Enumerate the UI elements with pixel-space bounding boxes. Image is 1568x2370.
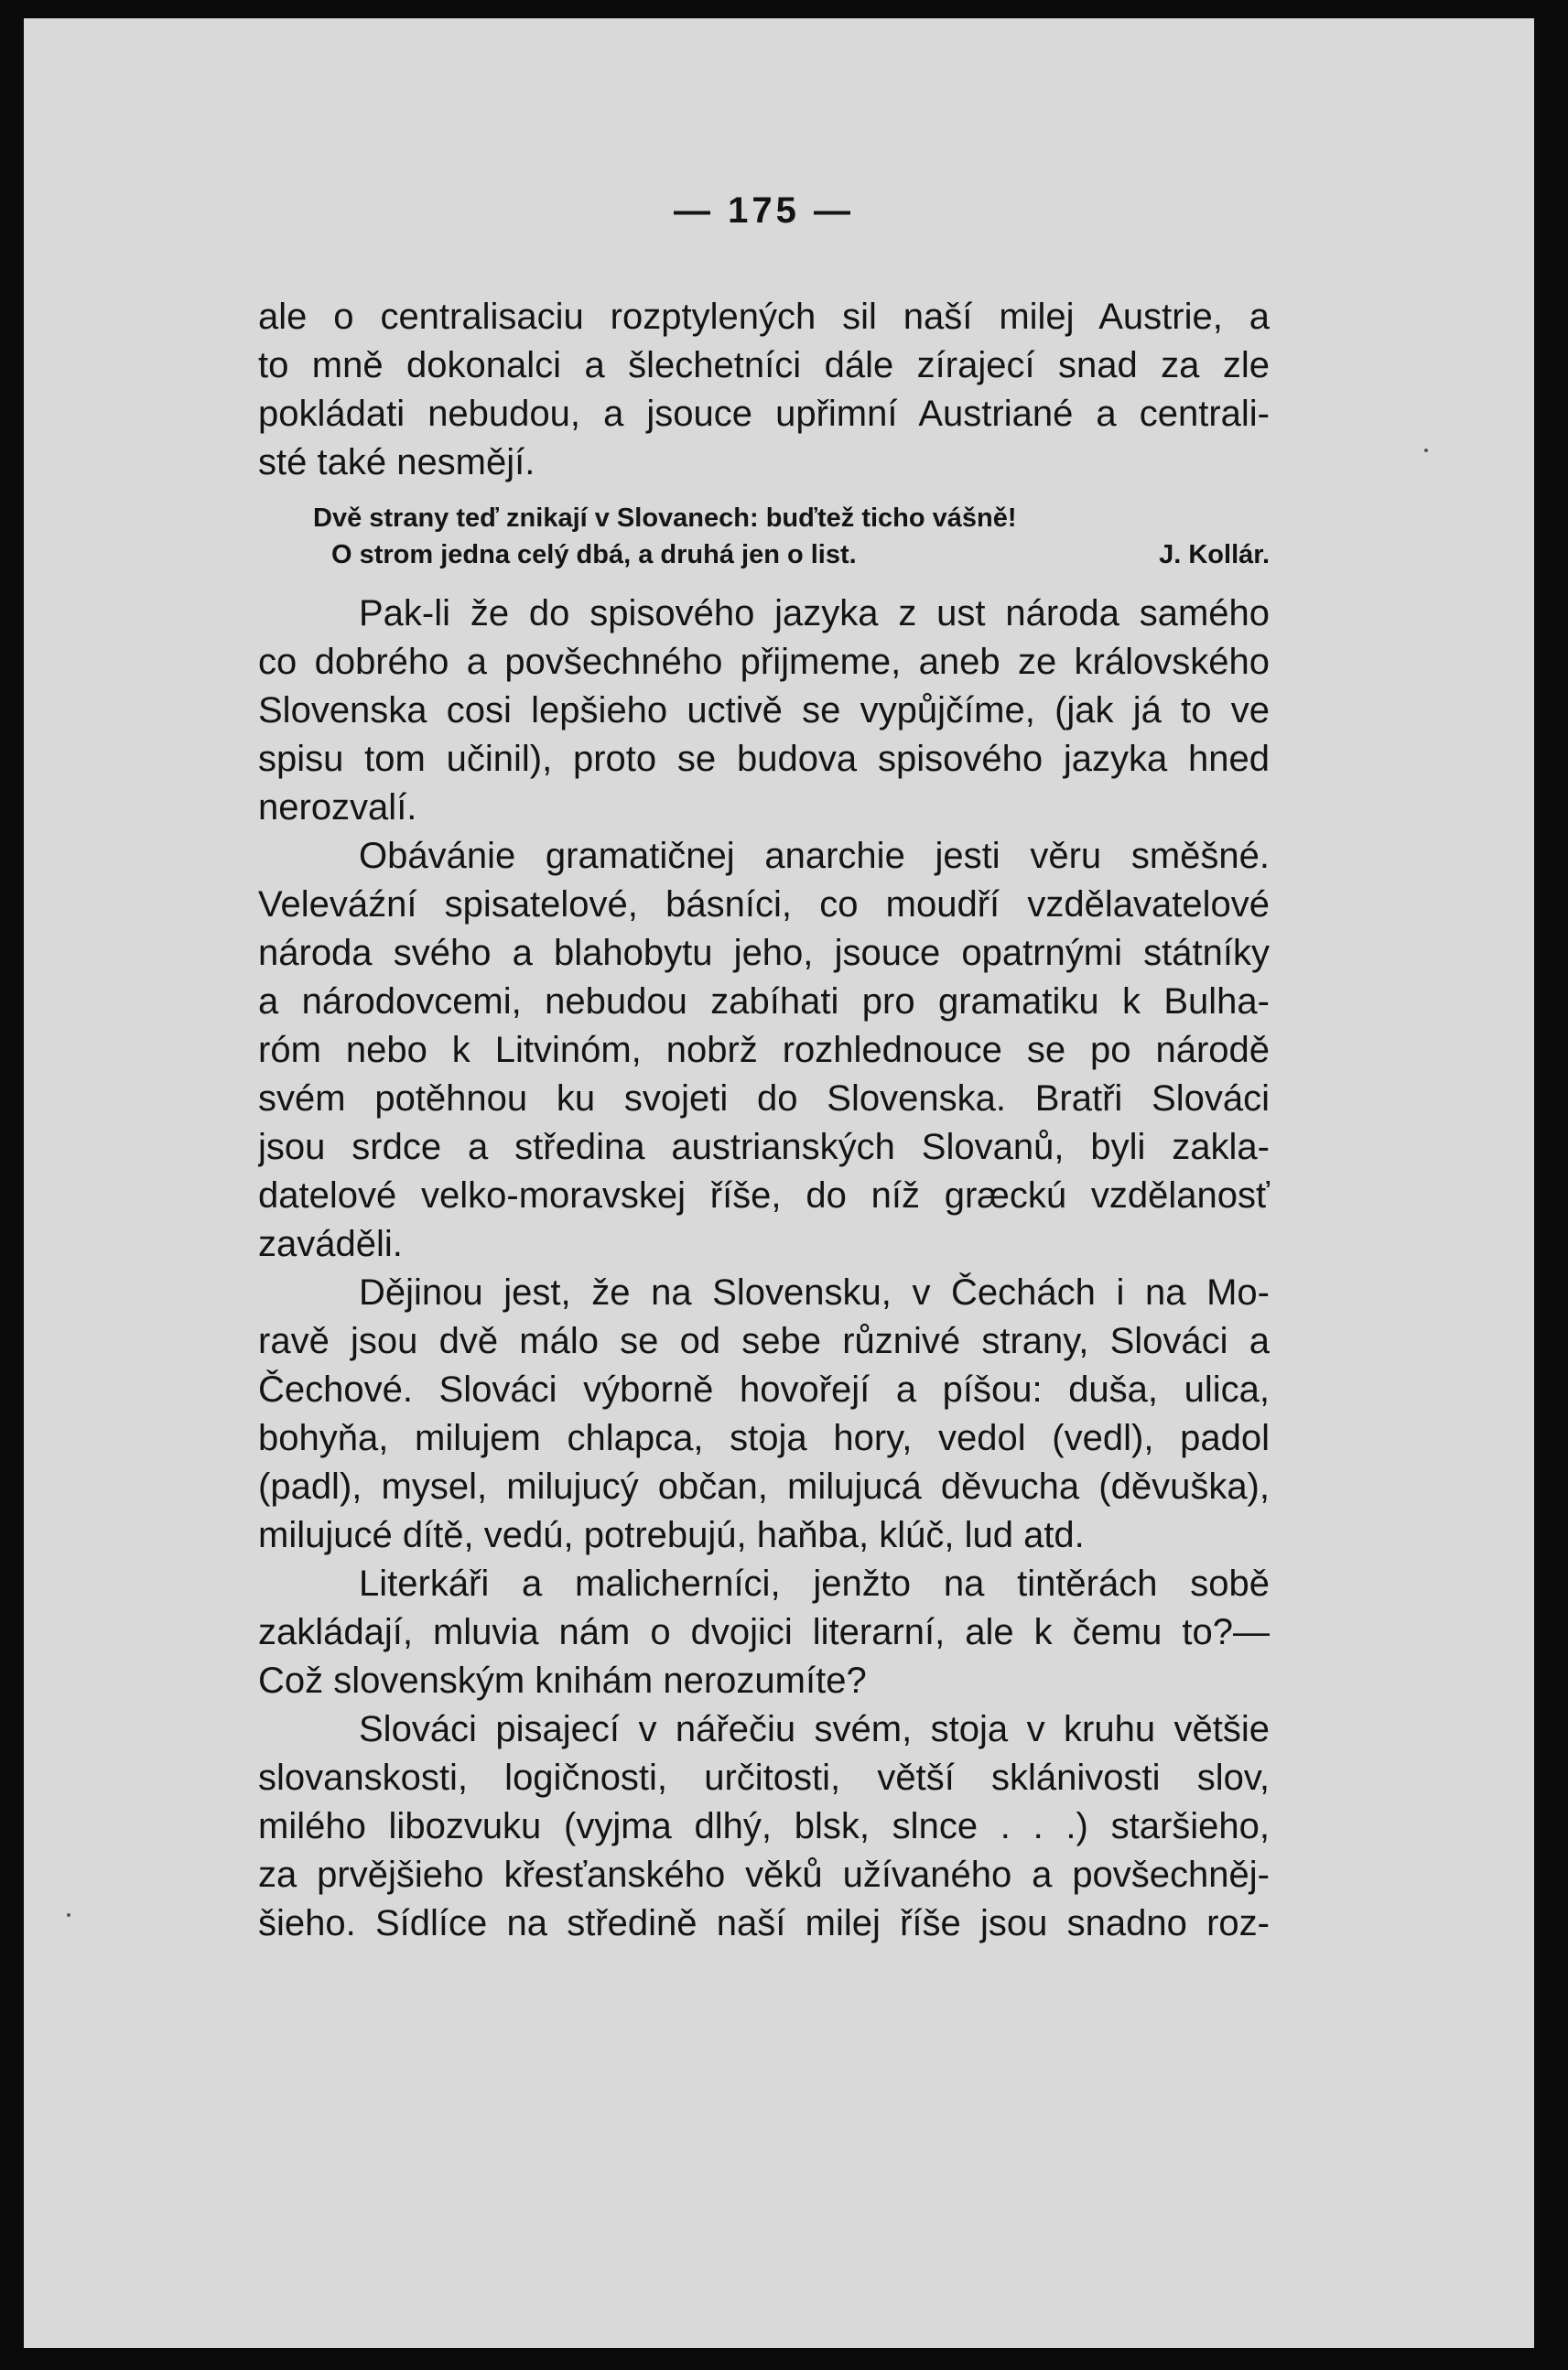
paragraph-4 [258, 1269, 1270, 1560]
text-line: svém potěhnou ku svojeti do Slovenska. Bratři Slováci [258, 1078, 1270, 1119]
text-line: Pak-li že do spisového jazyka z ust národa samého [359, 593, 1270, 633]
text-line: a národovcemi, nebudou zabíhati pro gramatiku k Bulha- [258, 981, 1270, 1022]
text-line: Obávánie gramatičnej anarchie jesti věru směšné. [359, 836, 1270, 876]
page-text [258, 183, 1270, 1948]
quote-block [258, 500, 1270, 573]
text-line: národa svého a blahobytu jeho, jsouce opatrnými státníky [258, 933, 1270, 973]
text-line: jsou srdce a středina austrianských Slovanů, byli zakla- [258, 1127, 1270, 1167]
text-line: Slovenska cosi lepšieho uctivě se vypůjčíme, (jak já to ve [258, 690, 1270, 730]
paragraph-3 [258, 832, 1270, 1269]
page-number: — 175 — [674, 190, 854, 231]
text-line: spisu tom učinil), proto se budova spisového jazyka hned [258, 739, 1270, 779]
text-line: datelové velko-moravskej říše, do níž græckú vzdělanosť [258, 1175, 1270, 1216]
text-line: Což slovenským knihám nerozumíte? [258, 1661, 867, 1701]
text-line: slovanskosti, logičnosti, určitosti, větší sklánivosti slov, [258, 1758, 1270, 1798]
text-line: šieho. Sídlíce na středině naší milej říše jsou snadno roz- [258, 1903, 1270, 1943]
text-line: za prvějšieho křesťanského věků užívaného a povšechněj- [258, 1855, 1270, 1895]
paragraph-1 [258, 293, 1270, 487]
text-line: sté také nesmějí. [258, 442, 535, 482]
text-line: Slováci pisajecí v nářečiu svém, stoja v kruhu většie [359, 1709, 1270, 1749]
text-line: róm nebo k Litvinóm, nobrž rozhlednouce se po národě [258, 1030, 1270, 1070]
text-line: nerozvalí. [258, 787, 417, 828]
speck [1424, 449, 1428, 452]
text-line: pokládati nebudou, a jsouce upřimní Austriané a centrali- [258, 394, 1270, 434]
text-line: milého libozvuku (vyjma dlhý, blsk, slnce . . .) staršieho, [258, 1806, 1270, 1846]
text-line: Veleváźní spisatelové, básníci, co moudří vzdělavatelové [258, 884, 1270, 925]
text-line: (padl), mysel, milujucý občan, milujucá děvucha (děvuška), [258, 1466, 1270, 1507]
text-line: zakládají, mluvia nám o dvojici literarní, ale k čemu to?— [258, 1612, 1270, 1652]
paragraph-2 [258, 590, 1270, 832]
text-line: milujucé dítě, vedú, potrebujú, haňba, klúč, lud atd. [258, 1515, 1085, 1555]
quote-line: Dvě strany teď znikají v Slovanech: buďtež ticho vášně! [313, 503, 1017, 533]
quote-line [258, 536, 1270, 573]
text-line: to mně dokonalci a šlechetníci dále zírajecí snad za zle [258, 345, 1270, 385]
text-line: Čechové. Slováci výborně hovořejí a píšou: duša, ulica, [258, 1369, 1270, 1410]
paragraph-5 [258, 1560, 1270, 1705]
text-line: Dějinou jest, že na Slovensku, v Čechách i na Mo- [359, 1272, 1270, 1313]
quote-author: J. Kollár. [1159, 540, 1270, 569]
quote-text: O strom jedna celý dbá, a druhá jen o list. [331, 540, 857, 569]
text-line: bohyňa, milujem chlapca, stoja hory, vedol (vedl), padol [258, 1418, 1270, 1458]
text-line: zaváděli. [258, 1224, 403, 1264]
text-line: co dobrého a povšechného přijmeme, aneb ze královského [258, 642, 1270, 682]
text-line: ale o centralisaciu rozptylených sil naší milej Austrie, a [258, 297, 1270, 337]
text-line: ravě jsou dvě málo se od sebe různivé strany, Slováci a [258, 1321, 1270, 1361]
paragraph-6 [258, 1705, 1270, 1948]
speck [67, 1913, 70, 1917]
text-line: Literkáři a malicherníci, jenžto na tintěrách sobě [359, 1564, 1270, 1604]
